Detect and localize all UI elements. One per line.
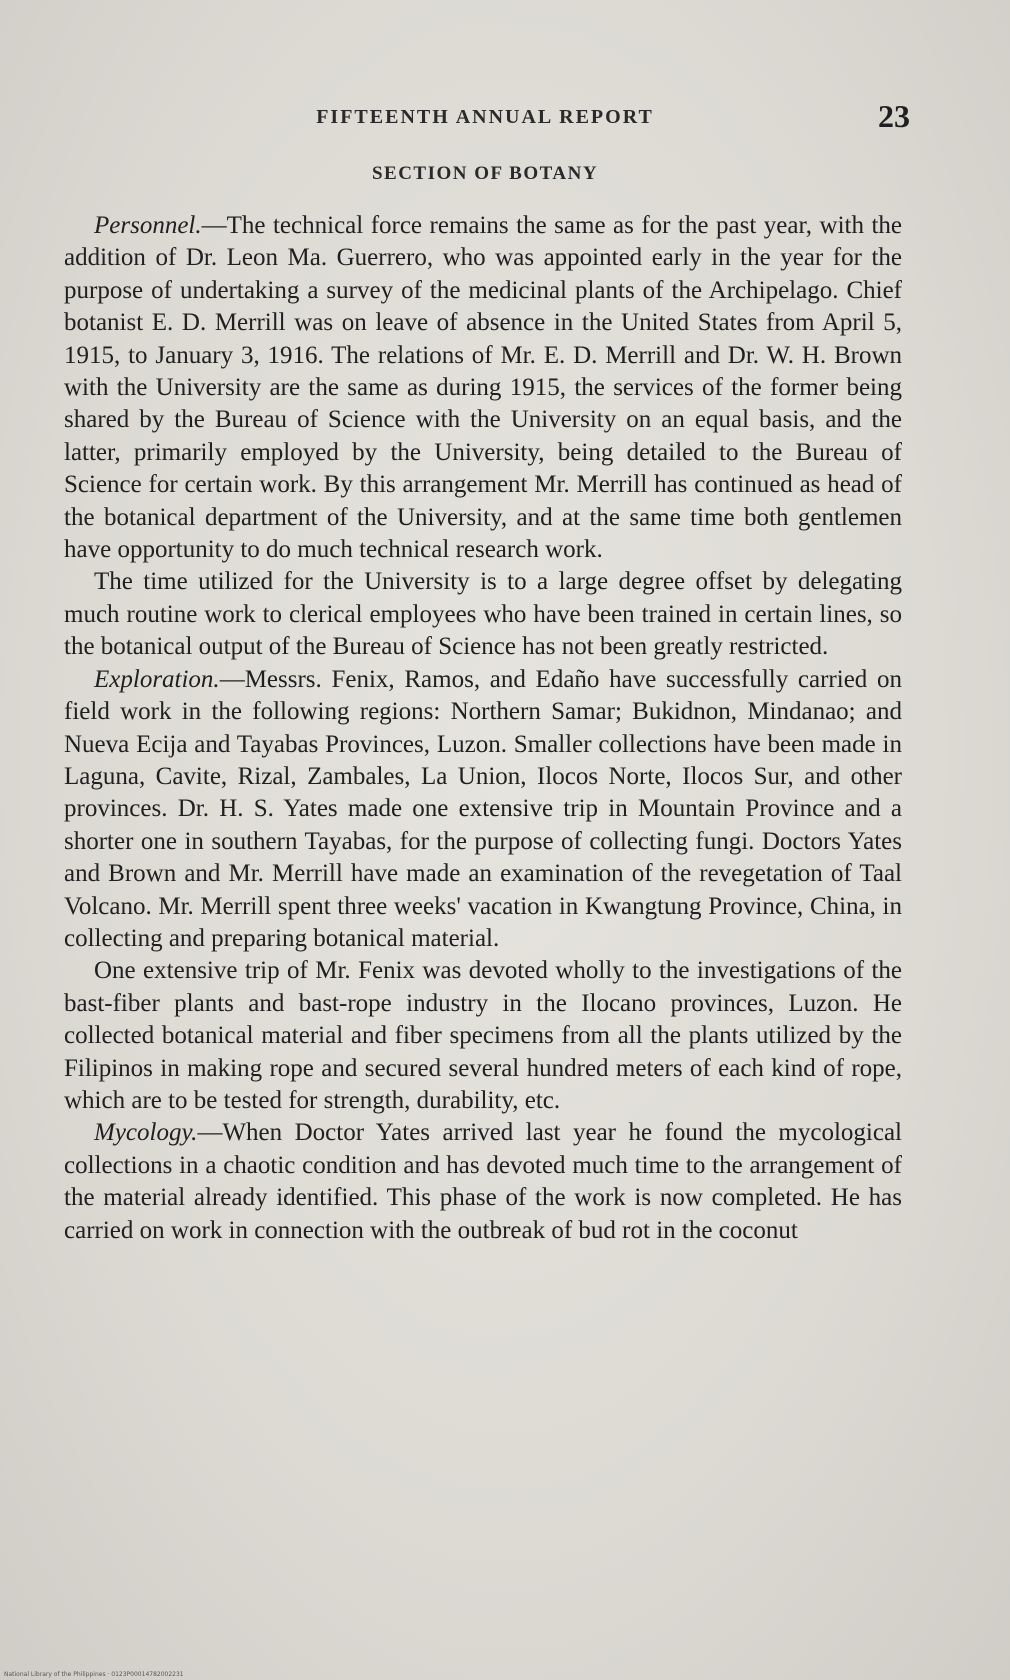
- paragraph-university-time: [64, 566, 902, 663]
- run-in-heading: Exploration.: [94, 665, 220, 693]
- paragraph-exploration: [64, 664, 902, 956]
- paragraph-text: One extensive trip of Mr. Fenix was devoted wholly to the investigations of the bast-fiber plants and bast-rope industry in the Ilocano provinces, Luzon. He collected botanical material and fiber specimens from all the plants utilized by the Filipinos in making rope and secured several hundred meters of each kind of rope, which are to be tested for strength, durability, etc.: [64, 957, 902, 1114]
- paragraph-text: —The technical force remains the same as for the past year, with the addition of Dr. Leon Ma. Guerrero, who was appointed early in the year for the purpose of undertaking a survey of the medicinal plants of the Archipelago. Chief botanist E. D. Merrill was on leave of absence in the United States from April 5, 1915, to January 3, 1916. The relations of Mr. E. D. Merrill and Dr. W. H. Brown with the University are the same as during 1915, the services of the former being shared by the Bureau of Science with the University on an equal basis, and the latter, primarily employed by the University, being detailed to the Bureau of Science for certain work. By this arrangement Mr. Merrill has continued as head of the botanical department of the University, and at the same time both gentlemen have opportunity to do much technical research work.: [64, 212, 902, 564]
- scan-credit: National Library of the Philippines · 0123P00014782002231: [4, 1671, 184, 1678]
- paragraph-text: —When Doctor Yates arrived last year he found the mycological collections in a chaotic condition and has devoted much time to the arrangement of the material already identified. This phase of the work is now completed. He has carried on work in connection with the outbreak of bud rot in the coconut: [64, 1119, 902, 1244]
- section-heading: SECTION OF BOTANY: [371, 163, 599, 184]
- body-text: [64, 210, 902, 1247]
- paragraph-mycology: [64, 1117, 902, 1247]
- running-head: FIFTEENTH ANNUAL REPORT: [316, 106, 654, 128]
- run-in-heading: Personnel.: [94, 212, 202, 239]
- page-number: 23: [878, 98, 910, 134]
- page-header: [60, 100, 910, 140]
- paragraph-text: The time utilized for the University is to a large degree offset by delegating much routine work to clerical employees who have been trained in certain lines, so the botanical output of the Bureau of Science has not been greatly restricted.: [64, 568, 902, 661]
- run-in-heading: Mycology.: [94, 1119, 198, 1147]
- paragraph-text: —Messrs. Fenix, Ramos, and Edaño have successfully carried on field work in the following regions: Northern Samar; Bukidnon, Mindanao; and Nueva Ecija and Tayabas Provinces, Luzon. Smaller collections have been made in Laguna, Cavite, Rizal, Zambales, La Union, Ilocos Norte, Ilocos Sur, and other provinces. Dr. H. S. Yates made one extensive trip in Mountain Province and a shorter one in southern Tayabas, for the purpose of collecting fungi. Doctors Yates and Brown and Mr. Merrill have made an examination of the revegetation of Taal Volcano. Mr. Merrill spent three weeks' vacation in Kwangtung Province, China, in collecting and preparing botanical material.: [64, 665, 902, 952]
- paragraph-personnel: [64, 210, 902, 566]
- paragraph-fenix-trip: [64, 955, 902, 1117]
